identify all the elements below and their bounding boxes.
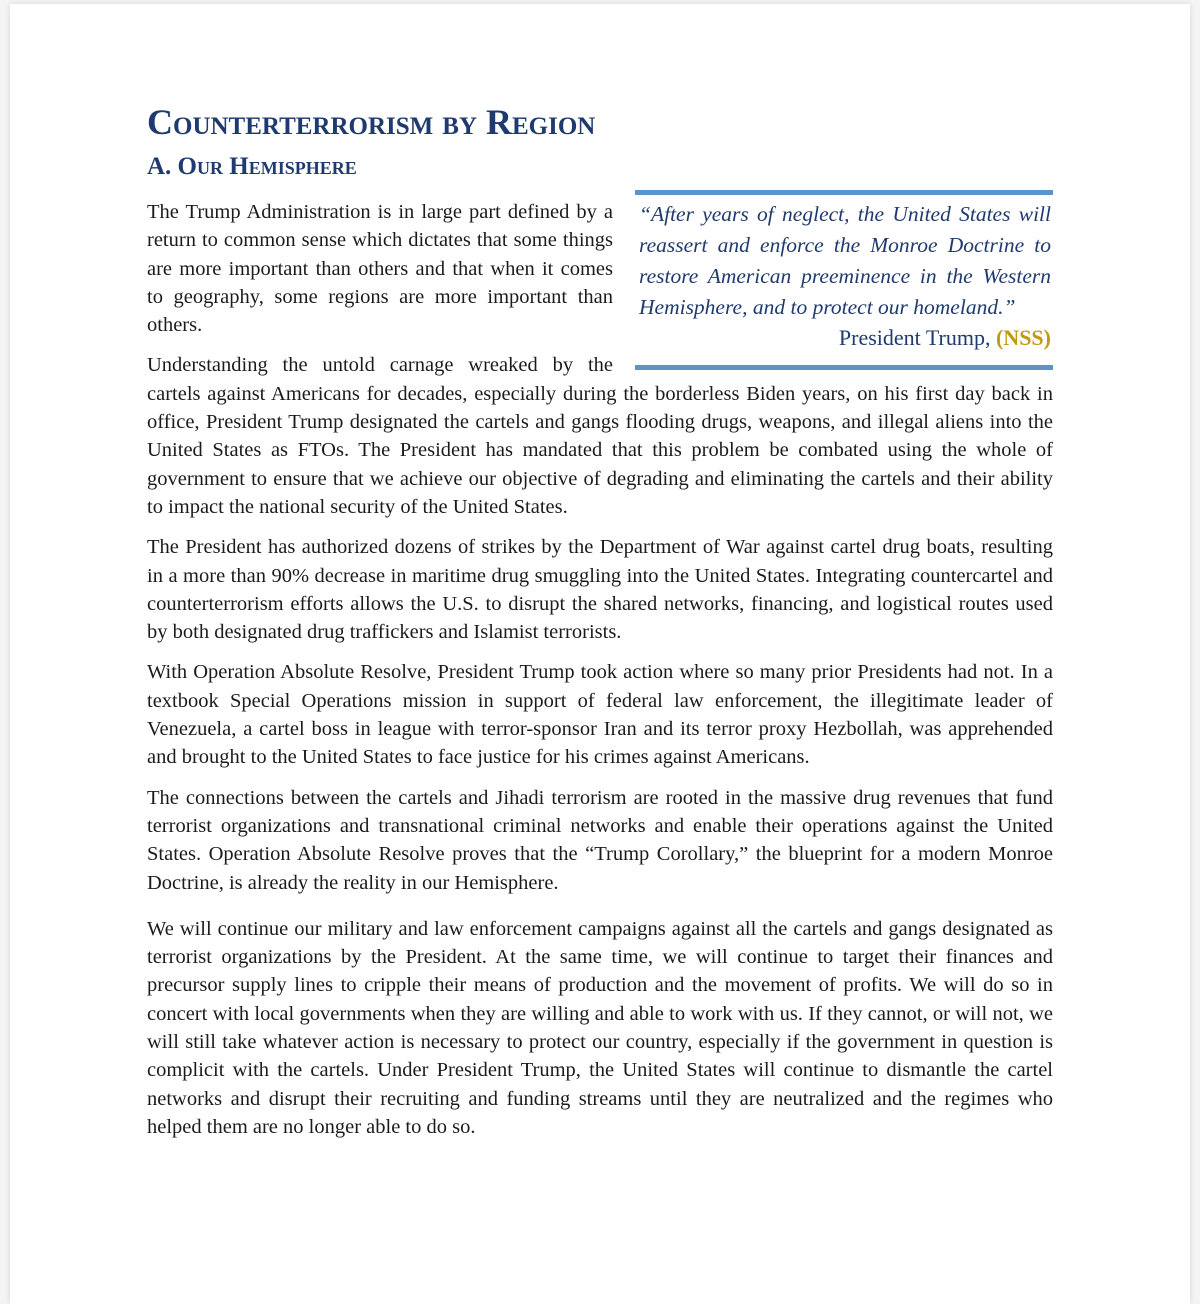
page-content [147,94,1053,1153]
attribution-name: President Trump, [838,325,996,350]
paragraph: We will continue our military and law enforcement campaigns against all the cartels and gangs designated as terrorist organizations by the President. At the same time, we will continue to target their finances and precursor supply lines to cripple their means of production and the movement of profits. We will do so in concert with local governments when they are willing and able to work with us. If they cannot, or will not, we will still take whatever action is necessary to protect our country, especially if the government in question is complicit with the cartels. Under President Trump, the United States will continue to dismantle the cartel networks and disrupt their recruiting and funding streams until they are neutralized and the regimes who helped them are no longer able to do so. [147,917,1053,1138]
paragraph: The connections between the cartels and Jihadi terrorism are rooted in the massive drug revenues that fund terrorist organizations and transnational criminal networks and enable their operations against the United States. Operation Absolute Resolve proves that the “Trump Corollary,” the blueprint for a modern Monroe Doctrine, is already the reality in our Hemisphere. [147,786,1053,894]
paragraph: The Trump Administration is in large part defined by a return to common sense which dictates that some things are more important than others and that when it comes to geography, some regions are more important than others. [147,201,613,337]
paragraph: With Operation Absolute Resolve, President Trump took action where so many prior Presidents had not. In a textbook Special Operations mission in support of federal law enforcement, the illegitimate leader of Venezuela, a cartel boss in league with terror-sponsor Iran and its terror proxy Hezbollah, was apprehended and brought to the United States to face justice for his crimes against Americans. [147,661,1053,769]
page-title: Counterterrorism by Region [147,102,596,142]
document-page [10,4,1190,1304]
pull-quote-attribution [635,323,1053,353]
section-heading: A. Our Hemisphere [147,153,357,180]
attribution-source: (NSS) [995,325,1051,350]
paragraph: The President has authorized dozens of strikes by the Department of War against cartel drug boats, resulting in a more than 90% decrease in maritime drug smuggling into the United States. Integrating countercartel and counterterrorism efforts allows the U.S. to disrupt the shared networks, financing, and logistical routes used by both designated drug traffickers and Islamist terrorists. [147,536,1053,644]
pull-quote-text: “After years of neglect, the United States will reassert and enforce the Monroe Doctrine to restore American preeminence in the Western Hemisphere, and to protect our homeland.” [639,202,1051,319]
pull-quote [635,190,1053,370]
paragraph: Understanding the untold carnage wreaked by the cartels against Americans for decades, especially during the borderless Biden years, on his first day back in office, President Trump designated the cartels and gangs flooding drugs, weapons, and illegal aliens into the United States as FTOs. The President has mandated that this problem be combated using the whole of government to ensure that we achieve our objective of degrading and eliminating the cartels and their ability to impact the national security of the United States. [147,354,1053,518]
